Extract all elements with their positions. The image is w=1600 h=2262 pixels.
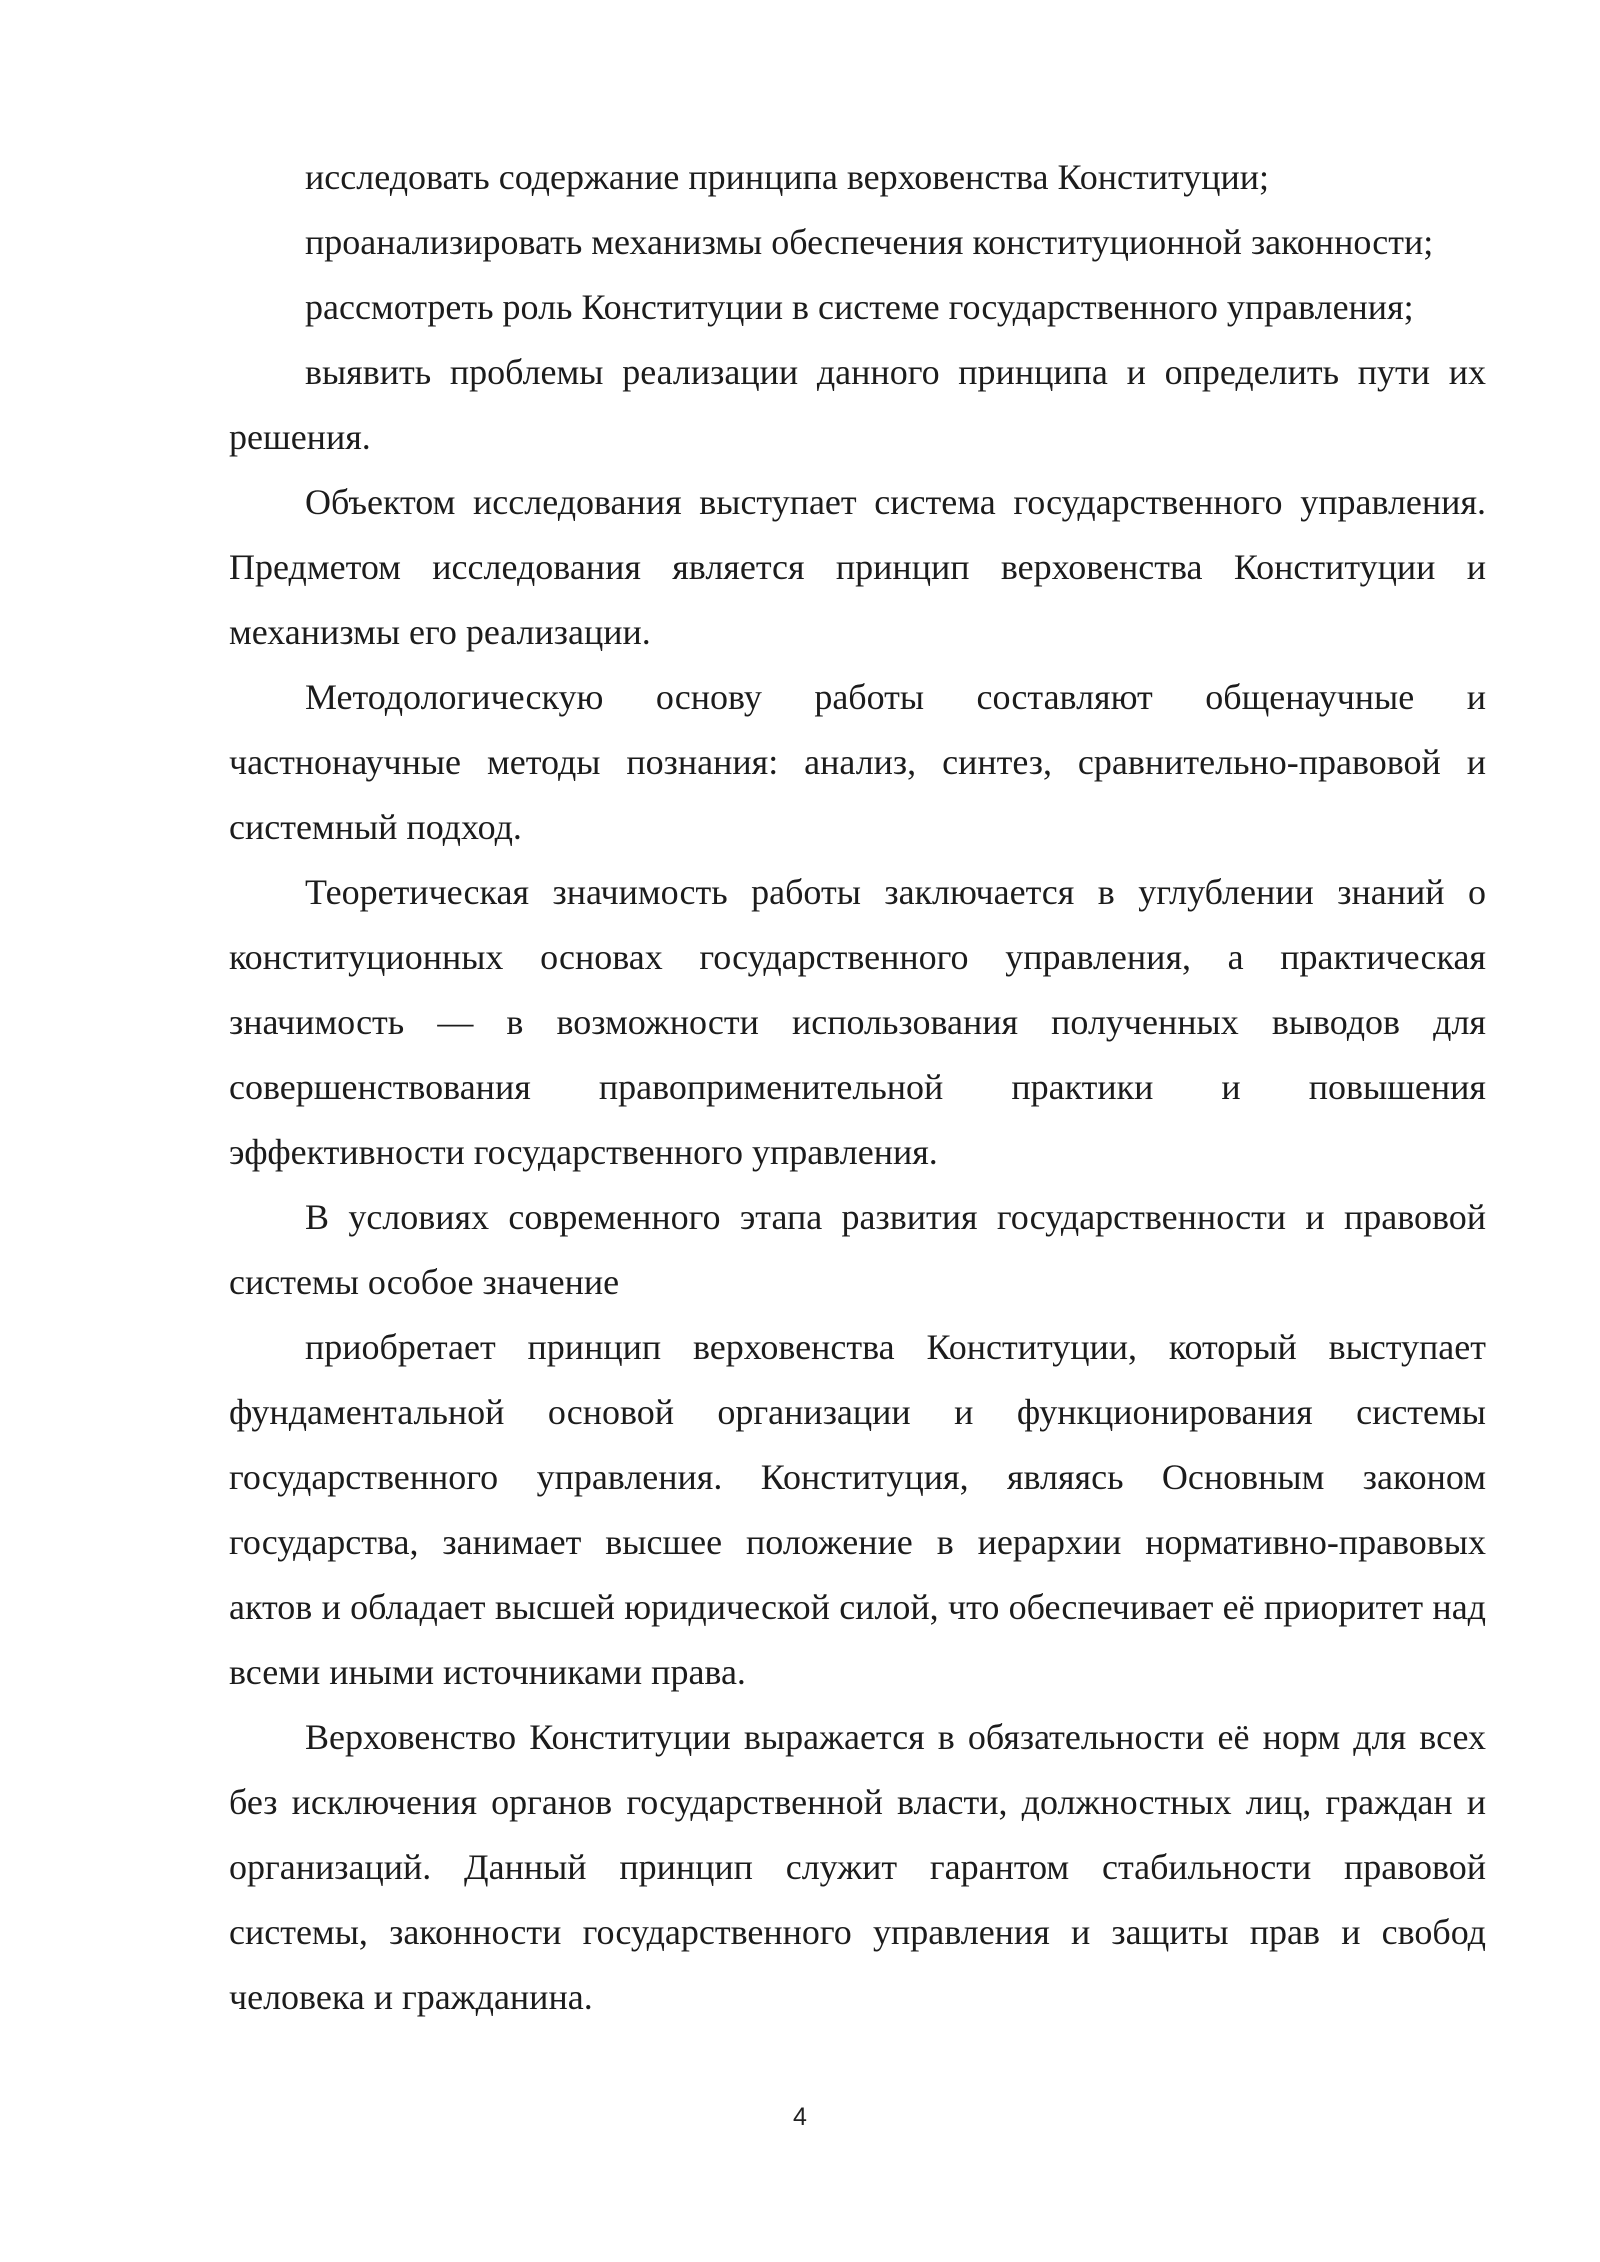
task-item-4: выявить проблемы реализации данного принципа и определить пути их решения. [229,352,1486,457]
supremacy-expression-paragraph: Верховенство Конституции выражается в обязательности её норм для всех без исключения органов государственной власти, должностных лиц, граждан и организаций. Данный принцип служит гарантом стабильности правовой системы, законности государственного управления и защиты прав и свобод человека и гражданина. [229,1717,1486,2017]
body-text [229,145,1486,2030]
task-item-3: рассмотреть роль Конституции в системе государственного управления; [305,287,1414,327]
page-number: 4 [793,2103,807,2131]
significance-paragraph: Теоретическая значимость работы заключается в углублении знаний о конституционных основах государственного управления, а практическая значимость — в возможности использования полученных выводов для совершенствования правоприменительной практики и повышения эффективности государственного управления. [229,872,1486,1172]
methodology-paragraph: Методологическую основу работы составляют общенаучные и частнонаучные методы познания: анализ, синтез, сравнительно-правовой и системный подход. [229,677,1486,847]
context-paragraph: В условиях современного этапа развития государственности и правовой системы особое значение [229,1197,1486,1302]
constitution-supremacy-paragraph: приобретает принцип верховенства Конституции, который выступает фундаментальной основой организации и функционирования системы государственного управления. Конституция, являясь Основным законом государства, занимает высшее положение в иерархии нормативно-правовых актов и обладает высшей юридической силой, что обеспечивает её приоритет над всеми иными источниками права. [229,1327,1486,1692]
object-subject-paragraph: Объектом исследования выступает система государственного управления. Предметом исследования является принцип верховенства Конституции и механизмы его реализации. [229,482,1486,652]
task-item-1: исследовать содержание принципа верховенства Конституции; [305,157,1270,197]
task-item-2: проанализировать механизмы обеспечения конституционной законности; [305,222,1434,262]
